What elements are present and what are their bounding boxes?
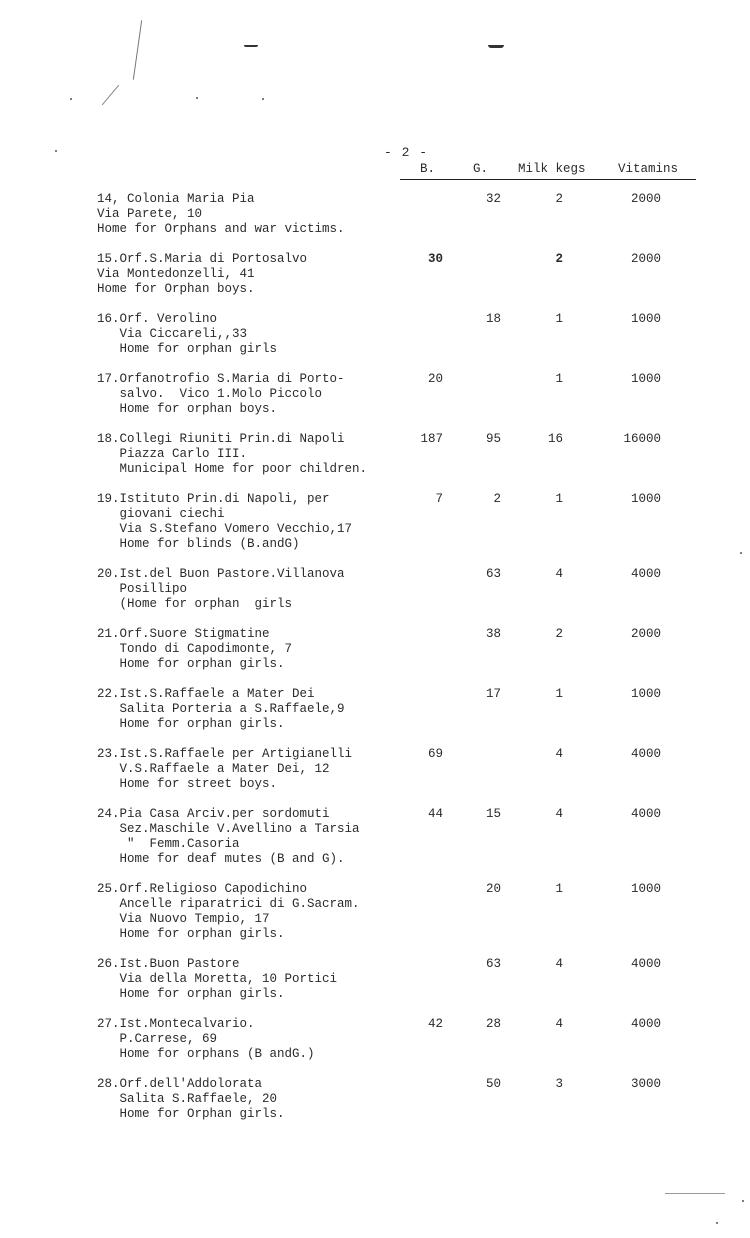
institution-entry — [97, 882, 717, 942]
institution-name: 27.Ist.Montecalvario. — [97, 1017, 255, 1031]
vitamins-count: 1000 — [630, 882, 661, 896]
institution-entry — [97, 192, 717, 237]
vitamins-count: 2000 — [630, 627, 661, 641]
institution-entry — [97, 372, 717, 417]
girls-count: 32 — [485, 192, 501, 206]
scan-mark — [102, 85, 119, 106]
page-number: - 2 - — [384, 145, 429, 160]
institution-entry — [97, 747, 717, 792]
scan-speck — [55, 150, 57, 152]
vitamins-count: 16000 — [623, 432, 661, 446]
column-header-girls: G. — [473, 162, 489, 176]
vitamins-count: 1000 — [630, 372, 661, 386]
institution-detail-line: Home for orphan girls — [97, 342, 278, 356]
column-header-vitamins: Vitamins — [618, 162, 679, 176]
institution-detail-line: Home for blinds (B.andG) — [97, 537, 300, 551]
vitamins-count: 4000 — [630, 747, 661, 761]
scan-speck — [70, 98, 72, 100]
institution-name: 20.Ist.del Buon Pastore.Villanova — [97, 567, 345, 581]
girls-count: 18 — [485, 312, 501, 326]
milk-kegs-count: 2 — [555, 192, 563, 206]
milk-kegs-count: 4 — [555, 747, 563, 761]
institution-detail-line: Municipal Home for poor children. — [97, 462, 368, 476]
girls-count: 15 — [485, 807, 501, 821]
vitamins-count: 1000 — [630, 312, 661, 326]
institution-detail-line: Home for deaf mutes (B and G). — [97, 852, 345, 866]
vitamins-count: 4000 — [630, 807, 661, 821]
milk-kegs-count: 16 — [547, 432, 563, 446]
scan-speck — [716, 1222, 718, 1224]
girls-count: 63 — [485, 567, 501, 581]
institution-detail-line: (Home for orphan girls — [97, 597, 293, 611]
scan-mark — [244, 45, 258, 47]
institution-detail-line: P.Carrese, 69 — [97, 1032, 218, 1046]
institution-name: 15.Orf.S.Maria di Portosalvo — [97, 252, 308, 266]
girls-count: 20 — [485, 882, 501, 896]
vitamins-count: 2000 — [630, 192, 661, 206]
girls-count: 95 — [485, 432, 501, 446]
girls-count: 50 — [485, 1077, 501, 1091]
institution-entry — [97, 957, 717, 1002]
scan-mark — [488, 45, 504, 48]
scan-speck — [740, 552, 742, 554]
institution-name: 25.Orf.Religioso Capodichino — [97, 882, 308, 896]
boys-count: 69 — [427, 747, 443, 761]
institution-detail-line: Via Nuovo Tempio, 17 — [97, 912, 270, 926]
institution-name: 28.Orf.dell'Addolorata — [97, 1077, 263, 1091]
institution-detail-line: Piazza Carlo III. — [97, 447, 248, 461]
milk-kegs-count: 4 — [555, 957, 563, 971]
milk-kegs-count: 1 — [555, 492, 563, 506]
institution-entry — [97, 567, 717, 612]
vitamins-count: 4000 — [630, 957, 661, 971]
institution-detail-line: Home for orphan girls. — [97, 657, 285, 671]
institution-detail-line: Home for orphan girls. — [97, 927, 285, 941]
boys-count: 44 — [427, 807, 443, 821]
institution-detail-line: Via Ciccareli,,33 — [97, 327, 248, 341]
institution-detail-line: Home for street boys. — [97, 777, 278, 791]
institution-entry — [97, 627, 717, 672]
institution-detail-line: Posillipo — [97, 582, 188, 596]
institution-name: 23.Ist.S.Raffaele per Artigianelli — [97, 747, 353, 761]
scan-mark — [133, 20, 142, 80]
institution-detail-line: Home for orphan girls. — [97, 717, 285, 731]
institution-detail-line: Home for orphans (B andG.) — [97, 1047, 315, 1061]
vitamins-count: 1000 — [630, 687, 661, 701]
institution-name: 22.Ist.S.Raffaele a Mater Dei — [97, 687, 315, 701]
girls-count: 2 — [493, 492, 501, 506]
vitamins-count: 1000 — [630, 492, 661, 506]
institution-entry — [97, 432, 717, 477]
milk-kegs-count: 1 — [555, 312, 563, 326]
institution-detail-line: Via S.Stefano Vomero Vecchio,17 — [97, 522, 353, 536]
institution-detail-line: Sez.Maschile V.Avellino a Tarsia — [97, 822, 360, 836]
institution-entry — [97, 807, 717, 867]
milk-kegs-count: 4 — [555, 807, 563, 821]
institution-name: 24.Pia Casa Arciv.per sordomuti — [97, 807, 330, 821]
institution-detail-line: Home for Orphans and war victims. — [97, 222, 345, 236]
institution-detail-line: Salita S.Raffaele, 20 — [97, 1092, 278, 1106]
institution-detail-line: giovani ciechi — [97, 507, 225, 521]
institution-detail-line: " Femm.Casoria — [97, 837, 240, 851]
boys-count: 42 — [427, 1017, 443, 1031]
boys-count: 7 — [435, 492, 443, 506]
milk-kegs-count: 1 — [555, 372, 563, 386]
institution-entry — [97, 312, 717, 357]
boys-count: 187 — [420, 432, 443, 446]
scan-speck — [196, 97, 198, 99]
institution-detail-line: Home for Orphan girls. — [97, 1107, 285, 1121]
girls-count: 28 — [485, 1017, 501, 1031]
milk-kegs-count: 2 — [555, 627, 563, 641]
milk-kegs-count: 4 — [555, 1017, 563, 1031]
milk-kegs-count: 2 — [555, 252, 563, 266]
institution-detail-line: V.S.Raffaele a Mater Dei, 12 — [97, 762, 330, 776]
institution-detail-line: Ancelle riparatrici di G.Sacram. — [97, 897, 360, 911]
column-header-boys: B. — [420, 162, 436, 176]
vitamins-count: 4000 — [630, 1017, 661, 1031]
girls-count: 63 — [485, 957, 501, 971]
institution-detail-line: Home for Orphan boys. — [97, 282, 255, 296]
milk-kegs-count: 1 — [555, 882, 563, 896]
institution-entry — [97, 492, 717, 552]
column-header-milk-kegs: Milk kegs — [518, 162, 586, 176]
scan-speck — [742, 1200, 744, 1202]
institution-name: 14, Colonia Maria Pia — [97, 192, 255, 206]
institution-detail-line: Via della Moretta, 10 Portici — [97, 972, 338, 986]
milk-kegs-count: 3 — [555, 1077, 563, 1091]
vitamins-count: 3000 — [630, 1077, 661, 1091]
vitamins-count: 2000 — [630, 252, 661, 266]
boys-count: 30 — [427, 252, 443, 266]
institution-name: 26.Ist.Buon Pastore — [97, 957, 240, 971]
institution-entry — [97, 252, 717, 297]
institution-detail-line: Via Parete, 10 — [97, 207, 203, 221]
milk-kegs-count: 1 — [555, 687, 563, 701]
institution-name: 19.Istituto Prin.di Napoli, per — [97, 492, 330, 506]
institution-name: 18.Collegi Riuniti Prin.di Napoli — [97, 432, 345, 446]
institution-detail-line: Tondo di Capodimonte, 7 — [97, 642, 293, 656]
institution-name: 17.Orfanotrofio S.Maria di Porto- — [97, 372, 345, 386]
institution-entry — [97, 1077, 717, 1122]
institution-entry — [97, 687, 717, 732]
institution-detail-line: Salita Porteria a S.Raffaele,9 — [97, 702, 345, 716]
scan-speck — [262, 98, 264, 100]
column-header-row — [400, 162, 696, 180]
milk-kegs-count: 4 — [555, 567, 563, 581]
institution-detail-line: Home for orphan boys. — [97, 402, 278, 416]
institution-entry — [97, 1017, 717, 1062]
girls-count: 38 — [485, 627, 501, 641]
girls-count: 17 — [485, 687, 501, 701]
institution-detail-line: Home for orphan girls. — [97, 987, 285, 1001]
scan-mark — [665, 1193, 725, 1194]
institution-detail-line: Via Montedonzelli, 41 — [97, 267, 255, 281]
institution-name: 21.Orf.Suore Stigmatine — [97, 627, 270, 641]
institution-detail-line: salvo. Vico 1.Molo Piccolo — [97, 387, 323, 401]
vitamins-count: 4000 — [630, 567, 661, 581]
boys-count: 20 — [427, 372, 443, 386]
institution-name: 16.Orf. Verolino — [97, 312, 218, 326]
